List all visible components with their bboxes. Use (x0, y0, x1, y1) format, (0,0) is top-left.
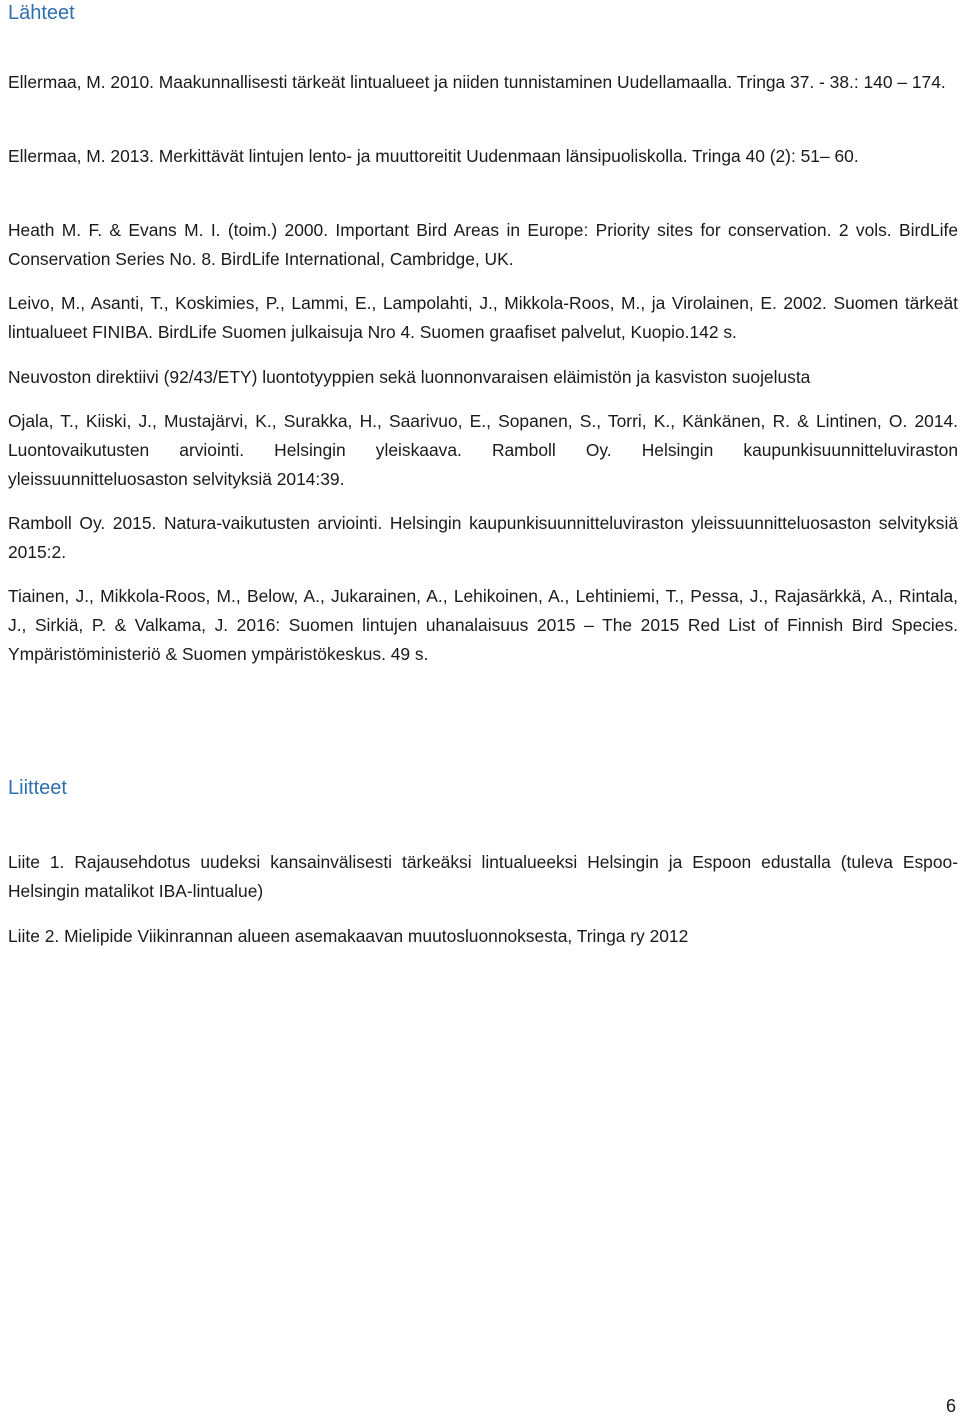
reference-item: Leivo, M., Asanti, T., Koskimies, P., Lammi, E., Lampolahti, J., Mikkola-Roos, M., ja Virolainen, E. 2002. Suomen tärkeät lintualueet FINIBA. BirdLife Suomen julkaisuja Nro 4. Suomen graafiset palvelut, Kuopio.142 s. (8, 293, 958, 342)
reference-item: Ramboll Oy. 2015. Natura-vaikutusten arviointi. Helsingin kaupunkisuunnitteluviraston yleissuunnitteluosaston selvityksiä 2015:2. (8, 513, 958, 562)
references-heading: Lähteet (8, 2, 75, 24)
page-number: 6 (945, 1396, 956, 1416)
reference-item: Heath M. F. & Evans M. I. (toim.) 2000. Important Bird Areas in Europe: Priority sites for conservation. 2 vols. BirdLife Conservation Series No. 8. BirdLife International, Cambridge, UK. (8, 220, 958, 269)
reference-item: Neuvoston direktiivi (92/43/ETY) luontotyyppien sekä luonnonvaraisen eläimistön ja kasviston suojelusta (8, 367, 811, 387)
appendix-item: Liite 1. Rajausehdotus uudeksi kansainvälisesti tärkeäksi lintualueeksi Helsingin ja Espoon edustalla (tuleva Espoo-Helsingin matalikot IBA-lintualue) (8, 852, 958, 901)
reference-item: Tiainen, J., Mikkola-Roos, M., Below, A., Jukarainen, A., Lehikoinen, A., Lehtiniemi, T., Pessa, J., Rajasärkkä, A., Rintala, J., Sirkiä, P. & Valkama, J. 2016: Suomen lintujen uhanalaisuus 2015 – The 2015 Red List of Finnish Bird Species. Ympäristöministeriö & Suomen ympäristökeskus. 49 s. (8, 586, 958, 664)
reference-item: Ellermaa, M. 2013. Merkittävät lintujen lento- ja muuttoreitit Uudenmaan länsipuoliskolla. Tringa 40 (2): 51– 60. (8, 146, 859, 166)
appendix-item: Liite 2. Mielipide Viikinrannan alueen asemakaavan muutosluonnoksesta, Tringa ry 2012 (8, 926, 689, 946)
reference-item: Ellermaa, M. 2010. Maakunnallisesti tärkeät lintualueet ja niiden tunnistaminen Uudellamaalla. Tringa 37. - 38.: 140 – 174. (8, 72, 946, 92)
appendices-heading: Liitteet (8, 777, 67, 799)
reference-item: Ojala, T., Kiiski, J., Mustajärvi, K., Surakka, H., Saarivuo, E., Sopanen, S., Torri, K., Känkänen, R. & Lintinen, O. 2014. Luontovaikutusten arviointi. Helsingin yleiskaava. Ramboll Oy. Helsingin kaupunkisuunnitteluviraston yleissuunnitteluosaston selvityksiä 2014:39. (8, 411, 958, 489)
